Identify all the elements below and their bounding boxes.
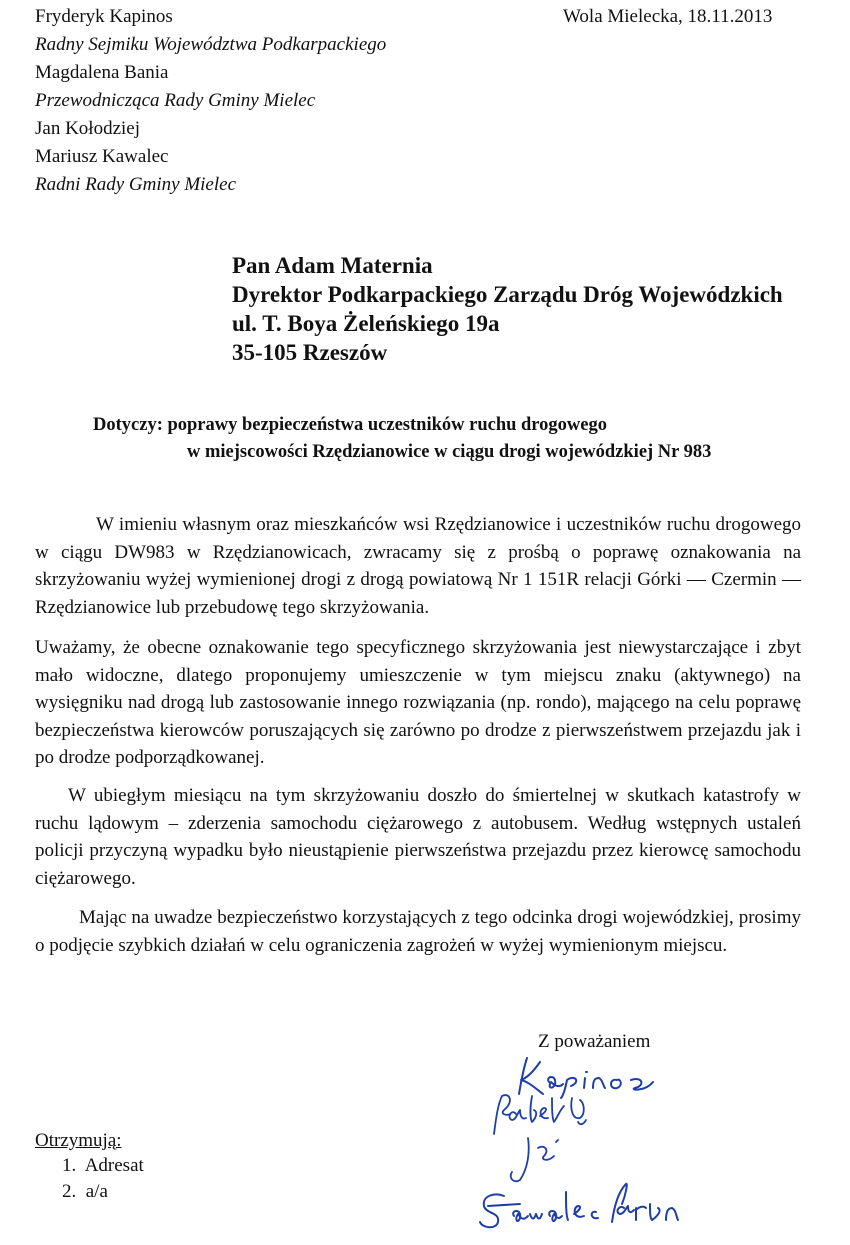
sender-title-radni: Radni Rady Gminy Mielec [35,174,237,195]
sender-name-kolodziej: Jan Kołodziej [35,118,141,139]
sender-name-bania: Magdalena Bania [35,62,169,83]
body-paragraph-2: Uważamy, że obecne oznakowanie tego specyficznego skrzyżowania jest niewystarczające i zbyt mało widoczne, dlatego proponujemy umieszczenie w tym miejscu znaku (aktywnego) na wysięgniku nad drogą lub zastosowanie innego rozwiązania (np. rondo), mającego na celu poprawę bezpieczeństwa kierowców poruszających się zarówno po drodze z pierwszeństwem przejazdu jak i po drodze podporządkowanej. [35,637,801,768]
signature-kawalec [474,1178,684,1240]
sender-name-kawalec: Mariusz Kawalec [35,146,169,167]
body-paragraph-1: W imieniu własnym oraz mieszkańców wsi Rzędzianowice i uczestników ruchu drogowego w ciągu DW983 w Rzędzianowicach, zwracamy się z prośbą o poprawę oznakowania na skrzyżowaniu wyżej wymienionej drogi z drogą powiatową Nr 1 151R relacji Górki — Czermin — Rzędzianowice lub przebudowę tego skrzyżowania. [35,514,801,618]
recipient-position: Dyrektor Podkarpackiego Zarządu Dróg Wojewódzkich [232,282,783,307]
recipient-city: 35-105 Rzeszów [232,340,388,365]
sender-name-kapinos: Fryderyk Kapinos [35,6,173,27]
recipient-street: ul. T. Boya Żeleńskiego 19a [232,311,500,336]
subject-line-2: w miejscowości Rzędzianowice w ciągu drogi wojewódzkiej Nr 983 [187,442,712,462]
body-paragraph-4: Mając na uwadze bezpieczeństwo korzystających z tego odcinka drogi wojewódzkiej, prosimy o podjęcie szybkich działań w celu ograniczenia zagrożeń w wyżej wymienionym miejscu. [35,907,801,956]
closing-text: Z poważaniem [538,1031,651,1052]
body-paragraph-3: W ubiegłym miesiącu na tym skrzyżowaniu doszło do śmiertelnej w skutkach katastrofy w ruchu lądowym – zderzenia samochodu ciężarowego z autobusem. Według wstępnych ustaleń policji przyczyną wypadku było nieustąpienie pierwszeństwa przejazdu przez kierowcę samochodu ciężarowego. [35,785,801,889]
recipient-name: Pan Adam Maternia [232,253,433,278]
subject-line-1: Dotyczy: poprawy bezpieczeństwa uczestników ruchu drogowego [93,415,608,435]
sender-title-przewodniczaca: Przewodnicząca Rady Gminy Mielec [35,90,316,111]
distribution-item-aa: 2. a/a [62,1181,108,1202]
distribution-item-adresat: 1. Adresat [62,1155,144,1176]
place-date: Wola Mielecka, 18.11.2013 [563,6,773,27]
distribution-header: Otrzymują: [35,1130,122,1151]
sender-title-sejmik: Radny Sejmiku Województwa Podkarpackiego [35,34,387,55]
